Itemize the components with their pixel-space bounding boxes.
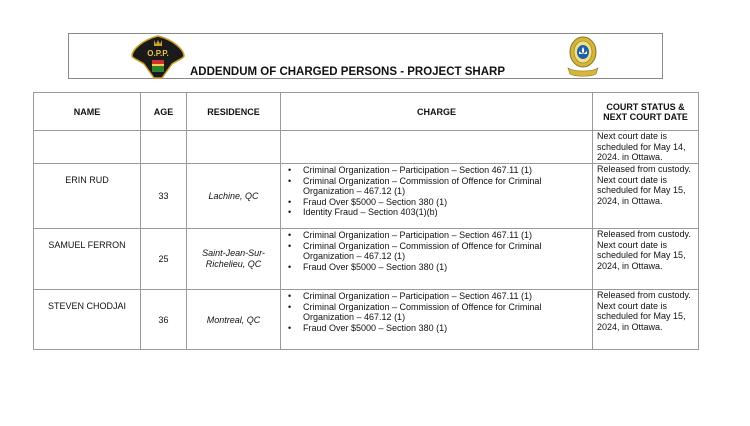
table-row [34,229,699,290]
column-header-name: NAME [34,93,141,131]
charge-item: • Fraud Over $5000 – Section 380 (1) [303,197,592,208]
court-status-cell [593,131,699,164]
court-status-line: Released from custody. [597,229,691,239]
charge-item: • Criminal Organization – Commission of Offence for Criminal Organization – 467.12 (1) [303,176,592,197]
table-row [34,290,699,350]
name-cell [34,131,141,164]
table-row [34,131,699,164]
court-status-cell [593,290,699,350]
table-row [34,164,699,229]
residence-cell: Montreal, QC [187,290,281,350]
charge-cell [281,290,593,350]
charge-item: • Fraud Over $5000 – Section 380 (1) [303,262,592,273]
charge-item: • Criminal Organization – Participation – Section 467.11 (1) [303,291,592,302]
residence-cell: Saint-Jean-Sur-Richelieu, QC [187,229,281,290]
charge-list [281,230,592,272]
court-status-line: Released from custody. [597,164,691,174]
charge-item: • Criminal Organization – Commission of Offence for Criminal Organization – 467.12 (1) [303,302,592,323]
age-cell: 33 [141,164,187,229]
court-status-cell [593,164,699,229]
page-title: ADDENDUM OF CHARGED PERSONS - PROJECT SHARP [190,66,505,78]
column-header-residence: RESIDENCE [187,93,281,131]
charge-cell [281,229,593,290]
name-cell: SAMUEL FERRON [34,229,141,290]
charge-item: • Fraud Over $5000 – Section 380 (1) [303,323,592,334]
age-cell: 25 [141,229,187,290]
charge-cell [281,131,593,164]
charge-item: • Criminal Organization – Participation – Section 467.11 (1) [303,165,592,176]
column-header-age: AGE [141,93,187,131]
column-header-court-status: COURT STATUS & NEXT COURT DATE [593,93,699,131]
charge-cell [281,164,593,229]
charge-list [281,165,592,218]
age-cell: 36 [141,290,187,350]
court-status-line: Next court date is scheduled for May 14, 2024. in Ottawa. [597,131,686,163]
court-status-line: Released from custody. [597,290,691,300]
residence-cell [187,131,281,164]
court-status-cell [593,229,699,290]
charge-item: • Identity Fraud – Section 403(1)(b) [303,207,592,218]
name-cell: STEVEN CHODJAI [34,290,141,350]
charge-item: • Criminal Organization – Commission of Offence for Criminal Organization – 467.12 (1) [303,241,592,262]
charged-persons-table [33,92,699,350]
opp-badge-icon [130,34,186,80]
court-status-line: Next court date is scheduled for May 15, 2024, in Ottawa. [597,174,686,206]
court-status-line: Next court date is scheduled for May 15, 2024, in Ottawa. [597,300,686,332]
surete-du-quebec-badge-icon [564,34,602,78]
residence-cell: Lachine, QC [187,164,281,229]
charge-list [281,291,592,333]
age-cell [141,131,187,164]
table-header-row [34,93,699,131]
svg-text:O.P.P.: O.P.P. [147,49,169,58]
name-cell: ERIN RUD [34,164,141,229]
column-header-charge: CHARGE [281,93,593,131]
charge-item: • Criminal Organization – Participation – Section 467.11 (1) [303,230,592,241]
court-status-line: Next court date is scheduled for May 15, 2024, in Ottawa. [597,239,686,271]
